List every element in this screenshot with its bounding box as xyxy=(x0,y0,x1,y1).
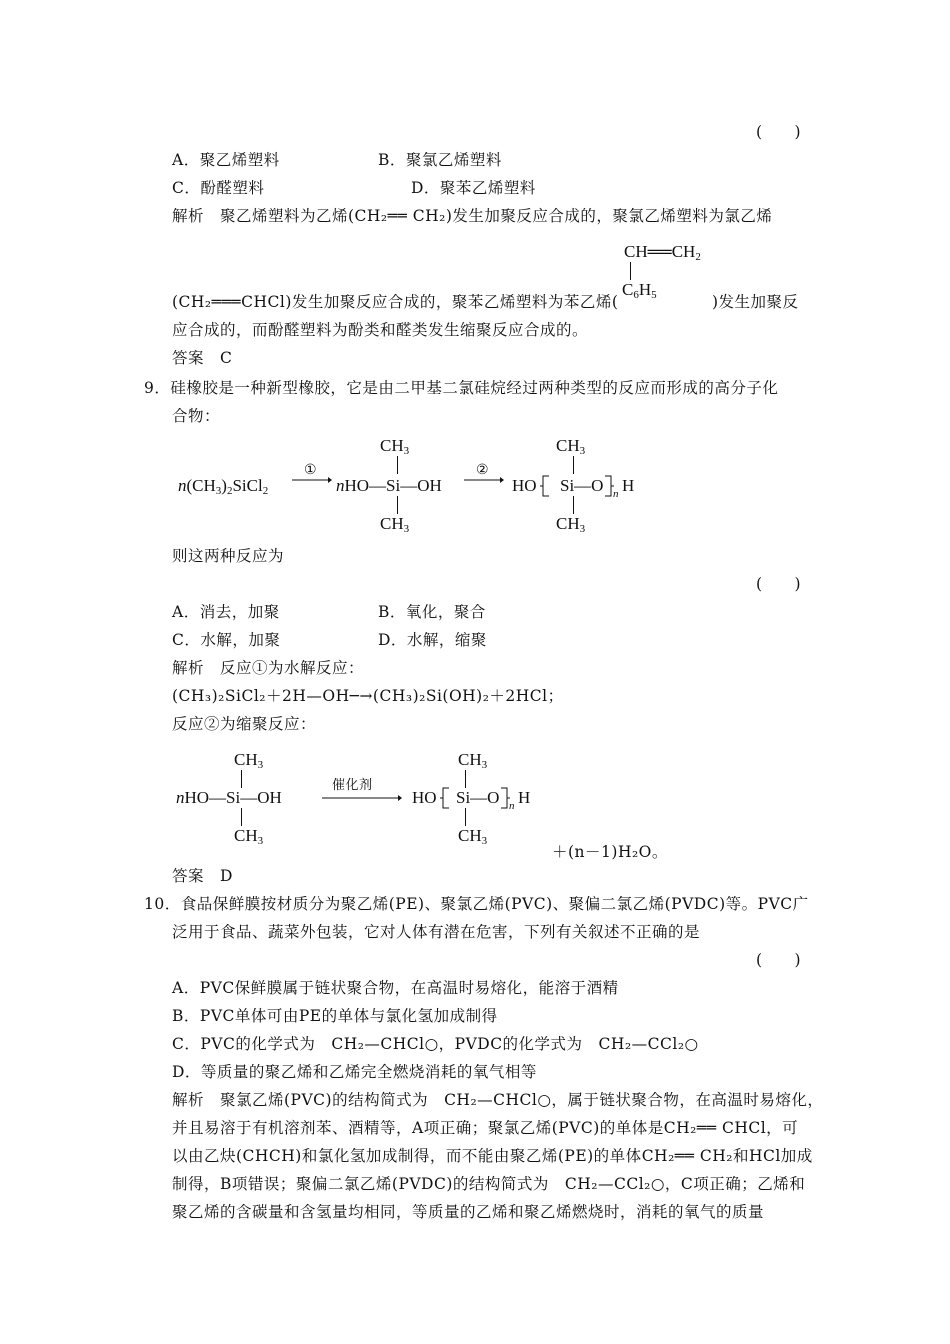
cond-bond-bottom xyxy=(241,808,242,826)
q10-analysis-line4: 制得，B项错误；聚偏二氯乙烯(PVDC)的结构简式为 CH₂—CCl₂○，C项正确；乙烯和 xyxy=(172,1175,806,1193)
scheme-ch3-bottom: $CH_3$ xyxy=(380,514,410,535)
polymer-unit: Si—O xyxy=(560,476,604,495)
scheme-bond-bottom xyxy=(397,496,398,514)
q10-option-a: A．PVC保鲜膜属于链状聚合物，在高温时易熔化，能溶于酒精 xyxy=(172,979,619,997)
q8-answer: 答案 C xyxy=(172,349,233,367)
cond-ch3-top: $CH_3$ xyxy=(234,750,264,771)
q9-option-a: A．消去，加聚 xyxy=(172,603,280,621)
scheme-silanol: nHO—Si—OH xyxy=(336,476,442,495)
cond-poly-end: H xyxy=(518,788,531,807)
styrene-phenyl: $C_6H_5$ xyxy=(622,280,657,301)
q9-analysis-line1: 解析 反应①为水解反应： xyxy=(172,659,365,677)
q10-option-b: B．PVC单体可由PE的单体与氯化氢加成制得 xyxy=(172,1007,498,1025)
scheme-arrow-1 xyxy=(292,474,332,486)
q10-option-c: C．PVC的化学式为 CH₂—CHCl○，PVDC的化学式为 CH₂—CCl₂○ xyxy=(172,1035,699,1053)
q9-option-b: B．氧化，聚合 xyxy=(378,603,486,621)
scheme-bond-top xyxy=(397,456,398,474)
q8-option-d: D．聚苯乙烯塑料 xyxy=(411,179,536,197)
cond-arrow xyxy=(322,792,402,804)
q8-analysis-line2: (CH₂═══CHCl)发生加聚反应合成的，聚苯乙烯塑料为苯乙烯( xyxy=(172,293,619,311)
scheme-step2-label: ② xyxy=(476,462,490,478)
cond-poly-left: HO xyxy=(412,788,437,807)
q9-analysis-line2: (CH₃)₂SiCl₂＋2H—OH─→(CH₃)₂Si(OH)₂＋2HCl； xyxy=(172,687,564,705)
q10-answer-bracket: ( ) xyxy=(756,951,802,969)
styrene-bond xyxy=(630,262,631,280)
scheme-ch3-top: $CH_3$ xyxy=(380,436,410,457)
cond-bracket-left xyxy=(440,786,450,810)
q9-answer: 答案 D xyxy=(172,867,233,885)
styrene-vinyl: $CH══CH_2$ xyxy=(624,242,701,263)
cond-poly-ch3-top: $CH_3$ xyxy=(458,750,488,771)
scheme-arrow-2 xyxy=(464,474,504,486)
polymer-bond-bottom xyxy=(573,496,574,514)
q8-analysis-line2-end: )发生加聚反 xyxy=(712,293,799,311)
catalyst-label: 催化剂 xyxy=(332,778,373,793)
q9-option-c: C．水解，加聚 xyxy=(172,631,281,649)
polymer-bracket-left xyxy=(540,474,550,498)
q10-analysis-line5: 聚乙烯的含碳量和含氢量均相同，等质量的乙烯和聚乙烯燃烧时，消耗的氧气的质量 xyxy=(172,1203,765,1221)
polymer-n: n xyxy=(613,488,619,500)
q9-question: 则这两种反应为 xyxy=(172,547,285,565)
q8-option-a: A．聚乙烯塑料 xyxy=(172,151,280,169)
q10-stem-line1: 10．食品保鲜膜按材质分为聚乙烯(PE)、聚氯乙烯(PVC)、聚偏二氯乙烯(PVDC)等。PVC广 xyxy=(144,895,809,913)
cond-poly-n: n xyxy=(509,800,515,812)
scheme-step1-label: ① xyxy=(304,462,318,478)
cond-poly-unit: Si—O xyxy=(456,788,500,807)
q10-analysis-line2: 并且易溶于有机溶剂苯、酒精等，A项正确；聚氯乙烯(PVC)的单体是CH₂══ CHCl，可 xyxy=(172,1119,799,1137)
q8-option-c: C．酚醛塑料 xyxy=(172,179,265,197)
q9-stem-line2: 合物： xyxy=(172,407,221,425)
q9-option-d: D．水解，缩聚 xyxy=(378,631,487,649)
cond-silanol: nHO—Si—OH xyxy=(176,788,282,807)
cond-poly-ch3-bottom: $CH_3$ xyxy=(458,826,488,847)
q9-answer-bracket: ( ) xyxy=(756,575,802,593)
cond-poly-bond-bottom xyxy=(465,808,466,826)
q10-option-d: D．等质量的聚乙烯和乙烯完全燃烧消耗的氧气相等 xyxy=(172,1063,537,1081)
q10-stem-line2: 泛用于食品、蔬菜外包装，它对人体有潜在危害，下列有关叙述不正确的是 xyxy=(172,923,701,941)
q8-answer-bracket: ( ) xyxy=(756,123,802,141)
q8-option-b: B．聚氯乙烯塑料 xyxy=(378,151,502,169)
cond-bond-top xyxy=(241,770,242,788)
polymer-ch3-top: $CH_3$ xyxy=(556,436,586,457)
cond-poly-bond-top xyxy=(465,770,466,788)
cond-ch3-bottom: $CH_3$ xyxy=(234,826,264,847)
q8-analysis-line3: 应合成的，而酚醛塑料为酚类和醛类发生缩聚反应合成的。 xyxy=(172,321,589,339)
q9-analysis-line3: 反应②为缩聚反应： xyxy=(172,715,317,733)
q10-analysis-line1: 解析 聚氯乙烯(PVC)的结构简式为 CH₂—CHCl○，属于链状聚合物，在高温时易熔化， xyxy=(172,1091,824,1109)
polymer-end: H xyxy=(622,476,635,495)
q10-analysis-line3: 以由乙炔(CHCH)和氯化氢加成制得，而不能由聚乙烯(PE)的单体CH₂══ CH₂和HCl加成 xyxy=(172,1147,813,1165)
q8-analysis-line1: 解析 聚乙烯塑料为乙烯(CH₂══ CH₂)发生加聚反应合成的，聚氯乙烯塑料为氯乙烯 xyxy=(172,207,773,225)
polymer-bond-top xyxy=(573,456,574,474)
scheme-reactant: $n(CH_3)_2SiCl_2$ xyxy=(178,476,269,497)
polymer-ch3-bottom: $CH_3$ xyxy=(556,514,586,535)
q9-stem-line1: 9．硅橡胶是一种新型橡胶，它是由二甲基二氯硅烷经过两种类型的反应而形成的高分子化 xyxy=(144,379,779,397)
cond-water-byproduct: ＋(n－1)H₂O。 xyxy=(552,843,668,861)
polymer-left: HO xyxy=(512,476,537,495)
